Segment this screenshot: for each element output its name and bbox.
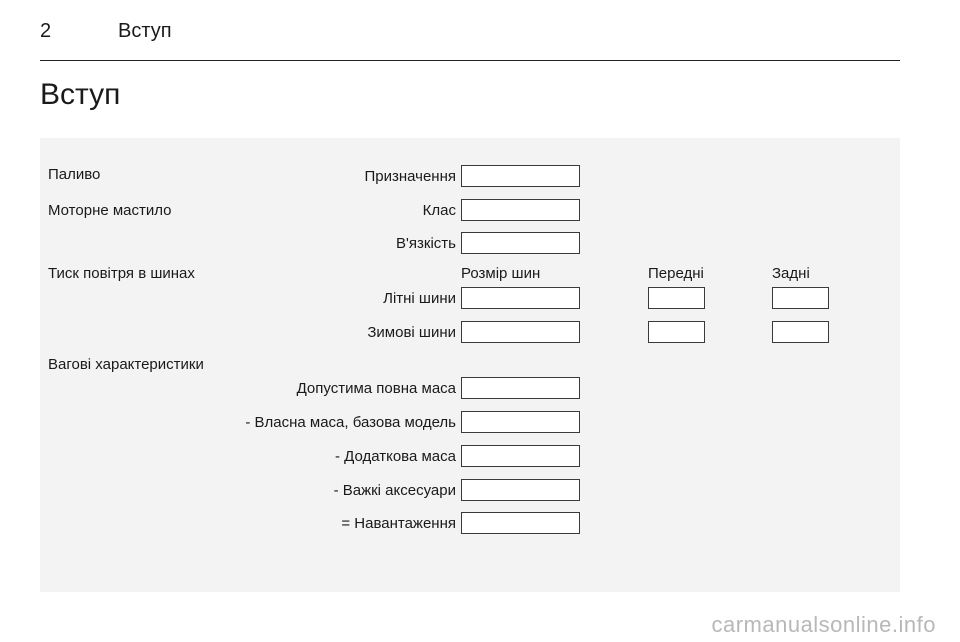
oil-viscosity-field[interactable] <box>461 232 580 254</box>
summer-front-pressure-field[interactable] <box>648 287 705 309</box>
section-weight: Вагові характеристики <box>48 356 204 373</box>
label-class: Клас <box>422 202 456 219</box>
label-winter-tires: Зимові шини <box>367 324 456 341</box>
payload-field[interactable] <box>461 512 580 534</box>
section-engine-oil: Моторне мастило <box>48 202 172 219</box>
label-summer-tires: Літні шини <box>383 290 456 307</box>
heavy-accessories-field[interactable] <box>461 479 580 501</box>
label-gross-weight: Допустима повна маса <box>296 380 456 397</box>
summer-tire-size-field[interactable] <box>461 287 580 309</box>
chapter-header: Вступ <box>118 20 172 42</box>
oil-class-field[interactable] <box>461 199 580 221</box>
section-fuel: Паливо <box>48 166 101 183</box>
winter-rear-pressure-field[interactable] <box>772 321 829 343</box>
gross-weight-field[interactable] <box>461 377 580 399</box>
page-title: Вступ <box>40 78 121 111</box>
column-tire-size: Розмір шин <box>461 265 541 282</box>
label-heavy-accessories: - Важкі аксесуари <box>333 482 456 499</box>
additional-weight-field[interactable] <box>461 445 580 467</box>
vehicle-data-form <box>40 138 900 592</box>
label-curb-weight: - Власна маса, базова модель <box>245 414 456 431</box>
section-tire-pressure: Тиск повітря в шинах <box>48 265 195 282</box>
header-rule <box>40 60 900 61</box>
curb-weight-field[interactable] <box>461 411 580 433</box>
label-viscosity: В'язкість <box>396 235 456 252</box>
column-front: Передні <box>648 265 704 282</box>
column-rear: Задні <box>772 265 810 282</box>
watermark: carmanualsonline.info <box>711 612 936 637</box>
page-number: 2 <box>40 20 52 42</box>
label-purpose: Призначення <box>364 168 456 185</box>
winter-tire-size-field[interactable] <box>461 321 580 343</box>
label-additional-weight: - Додаткова маса <box>334 448 456 465</box>
winter-front-pressure-field[interactable] <box>648 321 705 343</box>
purpose-field[interactable] <box>461 165 580 187</box>
label-payload: = Навантаження <box>341 515 456 532</box>
summer-rear-pressure-field[interactable] <box>772 287 829 309</box>
